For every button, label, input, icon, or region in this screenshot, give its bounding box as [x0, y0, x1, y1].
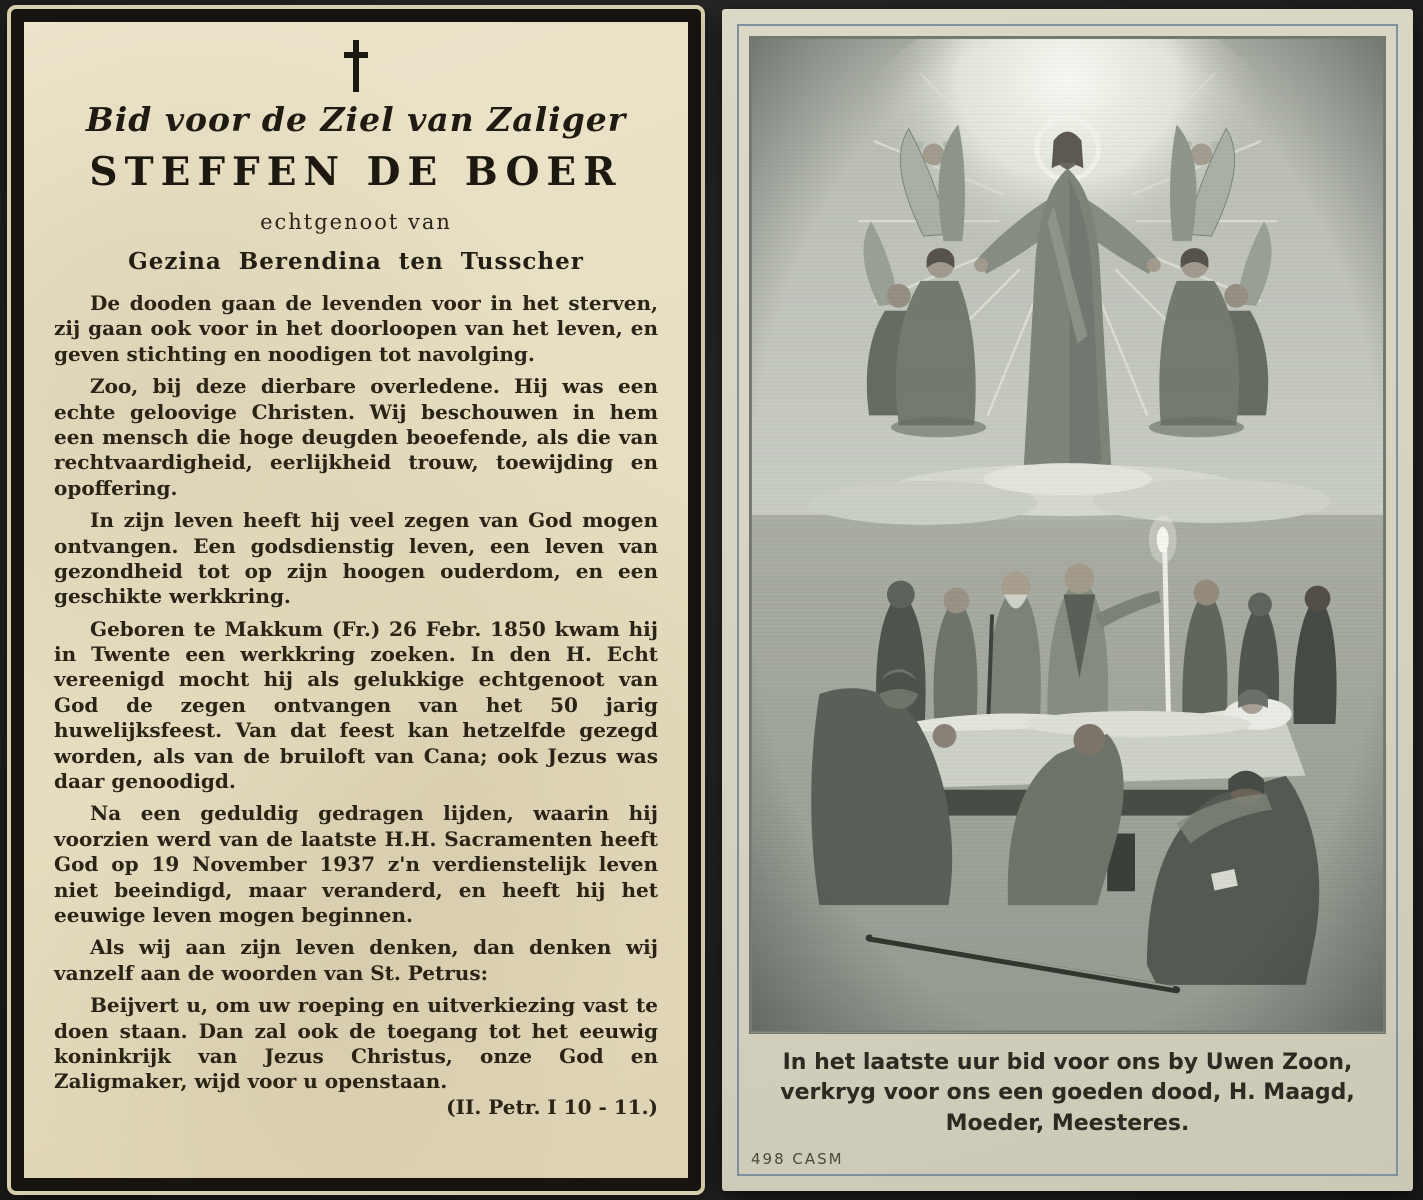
caption-line-2: verkryg voor ons een goeden dood, H. Maagd,: [780, 1080, 1355, 1106]
relation-line: echtgenoot van: [260, 210, 452, 234]
paragraph-7: [54, 993, 658, 1119]
print-number: 498 CASM: [751, 1150, 844, 1168]
holy-card-plate: [737, 24, 1398, 1176]
paragraph-2: Zoo, bij deze dierbare overledene. Hij was een echte geloovige Christen. Wij beschouwen in hem een mensch die hoge deugden beoefende, als die van rechtvaardigheid, eerlijkheid trouw, toewijding en opoffering.: [54, 374, 658, 500]
deceased-name: STEFFEN DE BOER: [89, 149, 623, 195]
prayer-header: Bid voor de Ziel van Zaliger: [85, 100, 627, 139]
spouse-name: Gezina Berendina ten Tusscher: [128, 248, 584, 275]
paragraph-5: Na een geduldig gedragen lijden, waarin hij voorzien werd van de laatste H.H. Sacramenten heeft God op 19 November 1937 z'n verdienstelijk leven niet beeindigd, maar veranderd, en heeft hij het eeuwige leven mogen beginnen.: [54, 801, 658, 927]
engraving-svg: [750, 37, 1385, 1033]
memorial-text: [54, 291, 658, 1119]
caption-line-3: Moeder, Meesteres.: [945, 1111, 1190, 1137]
caption-line-1: In het laatste uur bid voor ons by Uwen Zoon,: [782, 1049, 1353, 1075]
cross-horizontal-bar: [344, 52, 368, 58]
memorial-card: [11, 9, 701, 1191]
scripture-citation: (II. Petr. I 10 - 11.): [446, 1094, 658, 1119]
prayer-caption: [749, 1034, 1386, 1140]
paragraph-4: Geboren te Makkum (Fr.) 26 Febr. 1850 kwam hij in Twente een werkkring zoeken. In den H. Echt vereenigd mocht hij als gelukkige echtgenoot van God de zegen ontvangen van het 50 jarig huwelijksfeest. Van dat feest kan hetzelfde gezegd worden, als van de bruiloft van Cana; ook Jezus was daar genoodigd.: [54, 616, 658, 794]
deathbed-illustration: [749, 36, 1386, 1034]
paragraph-6: Als wij aan zijn leven denken, dan denken wij vanzelf aan de woorden van St. Petrus:: [54, 935, 658, 985]
paragraph-7-text: Beijvert u, om uw roeping en uitverkiezing vast te doen staan. Dan zal ook de toegang tot het eeuwig koninkrijk van Jezus Christus, onze God en Zaligmaker, wijd voor u openstaan.: [54, 993, 658, 1094]
holy-card: [722, 9, 1413, 1191]
memorial-card-content: [24, 22, 688, 1178]
latin-cross-icon: [336, 40, 376, 92]
paragraph-3: In zijn leven heeft hij veel zegen van God mogen ontvangen. Een godsdienstig leven, een leven van gezondheid tot op zijn hoogen ouderdom, en een geschikte werkkring.: [54, 508, 658, 609]
cross-vertical-bar: [353, 40, 359, 92]
paragraph-1: De dooden gaan de levenden voor in het sterven, zij gaan ook voor in het doorloopen van het leven, en geven stichting en noodigen tot navolging.: [54, 291, 658, 366]
